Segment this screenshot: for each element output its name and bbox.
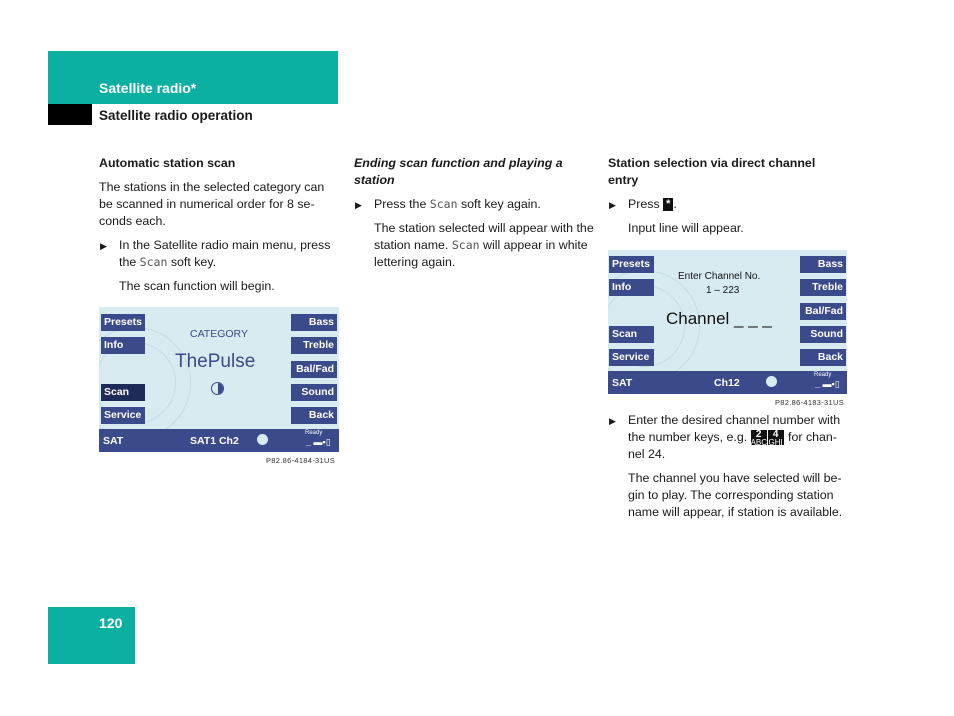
softkey-bass[interactable]: Bass	[291, 314, 337, 331]
bullet-triangle-icon: ▶	[609, 200, 616, 210]
step-text: Press	[628, 197, 664, 211]
bullet-triangle-icon: ▶	[609, 416, 616, 426]
section-title: Satellite radio*	[99, 80, 197, 96]
key-2-number: 2	[755, 429, 762, 441]
softkey-bal-fad[interactable]: Bal/Fad	[291, 361, 337, 378]
status-source: SAT	[103, 435, 124, 447]
status-channel: Ch12	[714, 377, 740, 389]
result-text-end: will appear in white lettering again.	[374, 238, 588, 269]
radio-display-scan	[99, 307, 339, 452]
column-direct-entry	[608, 155, 848, 237]
channel-prompt: Enter Channel No.	[678, 271, 761, 282]
key-2-letters: ABC	[750, 438, 768, 448]
status-bar	[608, 371, 847, 394]
softkey-name: Scan	[139, 255, 168, 269]
category-label: CATEGORY	[190, 328, 248, 340]
softkey-name: Scan	[429, 197, 458, 211]
signal-strength-icon: _ ▬▪▯	[815, 379, 840, 389]
key-4	[768, 429, 784, 448]
step-text-end: soft key again.	[457, 197, 541, 211]
softkey-service[interactable]: Service	[609, 349, 654, 366]
softkey-presets[interactable]: Presets	[609, 256, 654, 273]
status-channel: SAT1 Ch2	[190, 435, 239, 447]
bullet-triangle-icon: ▶	[355, 200, 362, 210]
key-4-letters: GHI	[768, 438, 783, 448]
softkey-info[interactable]: Info	[101, 337, 145, 354]
result-text: The station selected will appear with the station name.	[374, 221, 594, 252]
softkey-treble[interactable]: Treble	[291, 337, 337, 354]
step-result: The channel you have selected will be- gin to play. The corresponding station name will appear, if station is available.	[628, 471, 843, 519]
ready-label: Ready	[305, 430, 323, 436]
step-result	[354, 220, 594, 271]
step-text: Enter the desired channel number with the number keys, e.g.	[628, 413, 841, 444]
softkey-back[interactable]: Back	[800, 349, 846, 366]
softkey-sound[interactable]: Sound	[291, 384, 337, 401]
column-ending-scan	[354, 155, 594, 271]
page-number: 120	[99, 615, 123, 631]
softkey-name: Scan	[451, 238, 480, 252]
signal-icon	[766, 376, 777, 387]
step-result: Input line will appear.	[628, 221, 744, 235]
heading-ending-scan: Ending scan function and playing a station	[354, 156, 563, 187]
softkey-presets[interactable]: Presets	[101, 314, 145, 331]
instruction-step	[354, 196, 594, 213]
step-text-end: soft key.	[167, 255, 217, 269]
header-band	[48, 51, 338, 104]
heading-automatic-scan: Automatic station scan	[99, 156, 236, 170]
step-text-end: .	[673, 197, 677, 211]
softkey-bal-fad[interactable]: Bal/Fad	[800, 303, 846, 320]
section-subtitle: Satellite radio operation	[99, 108, 253, 123]
status-bar	[99, 429, 339, 452]
instruction-step	[608, 196, 848, 213]
key-4-number: 4	[772, 429, 779, 441]
ready-label: Ready	[814, 372, 832, 378]
instruction-step	[99, 237, 339, 271]
softkey-treble[interactable]: Treble	[800, 279, 846, 296]
signal-icon	[257, 434, 268, 445]
step-text: In the Satellite radio main menu, press the	[119, 238, 331, 269]
channel-input-line[interactable]: Channel _ _ _	[666, 309, 772, 328]
channel-range: 1 – 223	[706, 285, 740, 296]
status-source: SAT	[612, 377, 633, 389]
radio-display-channel-entry	[608, 250, 847, 394]
softkey-back[interactable]: Back	[291, 407, 337, 424]
softkey-service[interactable]: Service	[101, 407, 145, 424]
column-direct-entry-continued	[608, 412, 848, 521]
scan-indicator-icon	[211, 382, 224, 395]
column-automatic-scan	[99, 155, 339, 295]
star-key: *	[663, 198, 673, 211]
station-name: ThePulse	[175, 351, 256, 372]
instruction-step	[608, 412, 848, 463]
key-2	[750, 429, 768, 448]
softkey-sound[interactable]: Sound	[800, 326, 846, 343]
softkey-scan[interactable]: Scan	[609, 326, 654, 343]
softkey-scan[interactable]: Scan	[101, 384, 145, 401]
figure-id: P82.86-4184-31US	[266, 456, 336, 465]
paragraph-intro: The stations in the selected category can be scanned in numerical order for 8 se- conds each.	[99, 180, 325, 228]
heading-direct-entry: Station selection via direct channel entry	[608, 156, 816, 187]
bullet-triangle-icon: ▶	[100, 241, 107, 251]
softkey-info[interactable]: Info	[609, 279, 654, 296]
figure-id: P82.86-4183-31US	[775, 398, 845, 407]
subtitle-marker	[48, 104, 92, 125]
step-text: Press the	[374, 197, 430, 211]
step-result: The scan function will begin.	[119, 279, 275, 293]
softkey-bass[interactable]: Bass	[800, 256, 846, 273]
step-text-end: for chan- nel 24.	[628, 430, 837, 461]
signal-strength-icon: _ ▬▪▯	[306, 437, 331, 447]
